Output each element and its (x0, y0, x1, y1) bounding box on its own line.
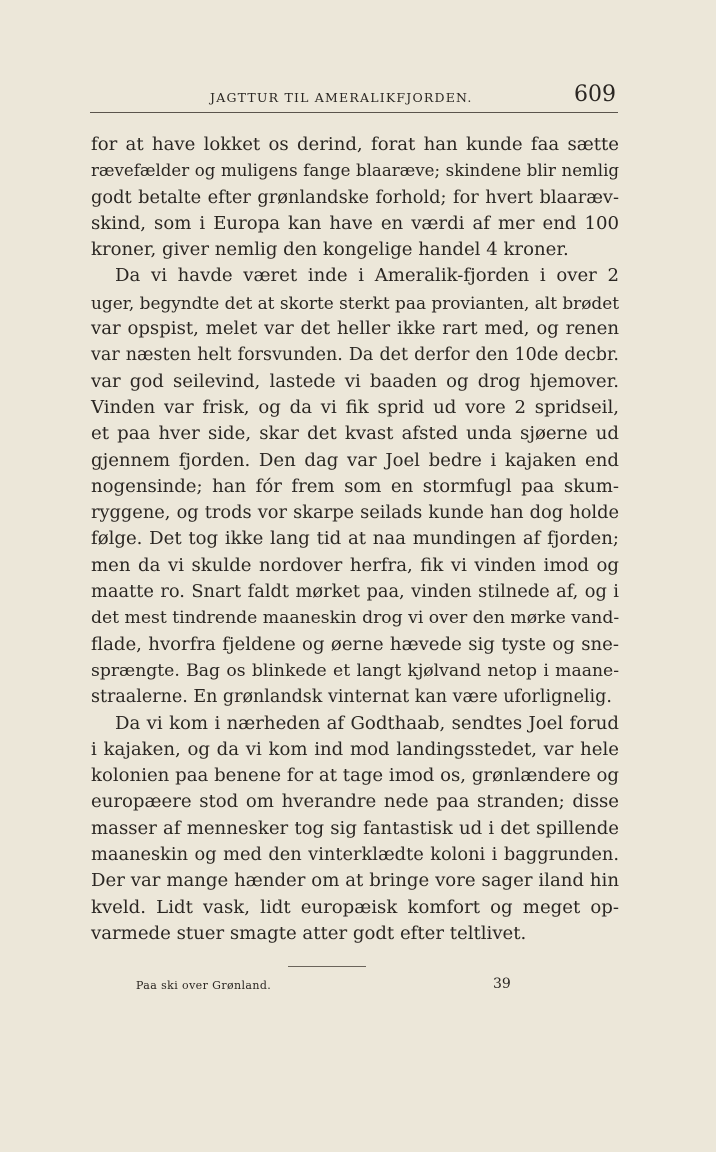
text-line: et paa hver side, skar det kvast afsted unda sjøerne ud (91, 423, 619, 445)
text-line: men da vi skulde nordover herfra, fik vi vinden imod og (91, 554, 619, 576)
text-line: godt betalte efter grønlandske forhold; for hvert blaaræv- (91, 186, 619, 208)
text-line: var næsten helt forsvunden. Da det derfor den 10de decbr. (91, 345, 619, 366)
running-head (90, 82, 620, 112)
text-line: europæere stod om hverandre nede paa stranden; disse (91, 791, 619, 813)
text-line: ryggene, og trods vor skarpe seilads kunde han dog holde (91, 502, 619, 524)
text-line: sprængte. Bag os blinkede et langt kjølvand netop i maane- (91, 660, 619, 681)
text-line: rævefælder og muligens fange blaaræve; skindene blir nemlig (91, 161, 619, 181)
text-line: varmede stuer smagte atter godt efter teltlivet. (91, 922, 527, 944)
text-line: var opspist, melet var det heller ikke rart med, og renen (91, 318, 619, 340)
text-line: Der var mange hænder om at bringe vore sager iland hin (91, 870, 619, 892)
text-line: kolonien paa benene for at tage imod os, grønlændere og (91, 765, 619, 787)
text-line: masser af mennesker tog sig fantastisk ud i det spillende (91, 817, 619, 839)
text-line: Da vi havde været inde i Ameralik-fjorden i over 2 (115, 265, 619, 287)
text-line: var god seilevind, lastede vi baaden og drog hjemover. (91, 370, 619, 392)
text-line: maaneskin og med den vinterklædte koloni i baggrunden. (91, 844, 619, 866)
text-line: det mest tindrende maaneskin drog vi over den mørke vand- (91, 608, 620, 629)
body-text (91, 132, 619, 947)
text-line: kveld. Lidt vask, lidt europæisk komfort og meget op- (91, 896, 619, 918)
text-line: Da vi kom i nærheden af Godthaab, sendtes Joel forud (115, 712, 619, 734)
text-line: flade, hvorfra fjeldene og øerne hævede sig tyste og sne- (91, 633, 619, 655)
text-line: gjennem fjorden. Den dag var Joel bedre i kajaken end (91, 449, 619, 471)
text-line: skind, som i Europa kan have en værdi af mer end 100 (91, 212, 619, 234)
text-line: for at have lokket os derind, forat han kunde faa sætte (91, 134, 619, 155)
signature-mark: 39 (493, 976, 511, 992)
text-line: uger, begyndte det at skorte sterkt paa provianten, alt brødet (91, 292, 620, 313)
text-line: nogensinde; han fór frem som en stormfugl paa skum- (91, 475, 619, 497)
printer-signature: Paa ski over Grønland. (136, 979, 272, 992)
page-number: 609 (574, 82, 616, 107)
text-line: straalerne. En grønlandsk vinternat kan være uforlignelig. (91, 687, 612, 708)
text-line: Vinden var frisk, og da vi fik sprid ud vore 2 spridseil, (91, 396, 619, 418)
page-footer (136, 976, 516, 998)
footer-rule (288, 966, 366, 967)
text-line: kroner, giver nemlig den kongelige handel 4 kroner. (91, 239, 569, 261)
header-rule (90, 112, 618, 113)
text-line: maatte ro. Snart faldt mørket paa, vinden stilnede af, og i (91, 581, 619, 603)
text-line: i kajaken, og da vi kom ind mod landingsstedet, var hele (91, 738, 619, 760)
text-line: følge. Det tog ikke lang tid at naa mundingen af fjorden; (91, 528, 619, 550)
running-title: JAGTTUR TIL AMERALIKFJORDEN. (210, 90, 473, 105)
